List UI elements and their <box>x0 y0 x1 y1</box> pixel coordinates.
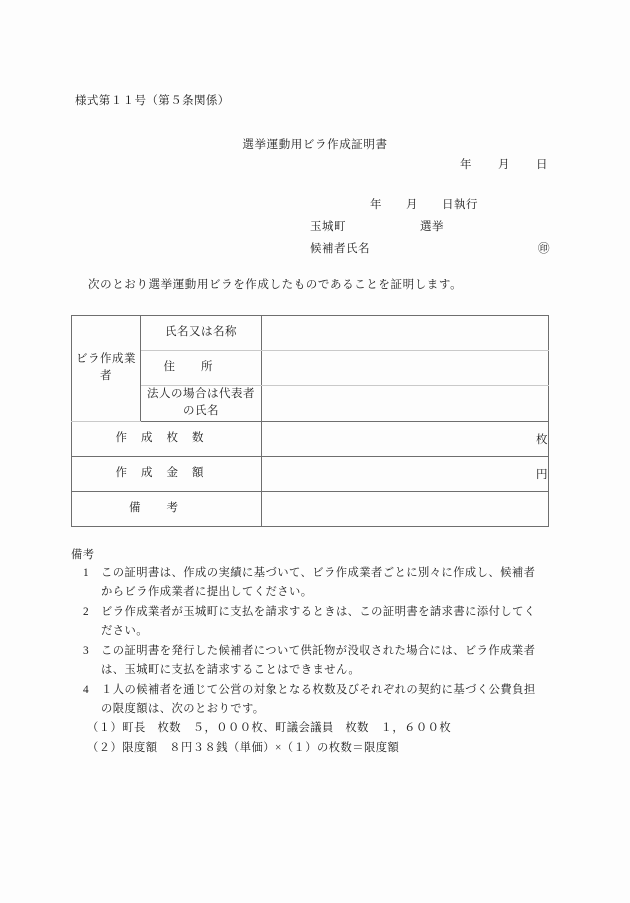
seal-icon: ㊞ <box>538 243 550 255</box>
row-label-quantity-text: 作成枚数 <box>115 431 218 444</box>
row-value-name[interactable] <box>262 316 549 351</box>
note-number: 4 <box>82 683 90 696</box>
note-number: 2 <box>82 605 90 618</box>
row-label-name <box>141 316 262 351</box>
note-line: ビラ作成業者が玉城町に支払を請求するときは、この証明書を請求書に添付してく <box>101 605 536 618</box>
note-body <box>101 681 571 720</box>
note-number: 3 <box>82 644 90 657</box>
row-value-remarks[interactable] <box>262 491 549 526</box>
certification-statement: 次のとおり選挙運動用ビラを作成したものであることを証明します。 <box>88 279 463 291</box>
note-body <box>101 564 571 603</box>
group-label-cell <box>72 316 141 422</box>
note-line: の限度額は、次のとおりです。 <box>101 703 265 716</box>
execution-date-line <box>370 196 478 212</box>
note-line: １人の候補者を通じて公営の対象となる枚数及びそれぞれの契約に基づく公費負担 <box>101 683 536 696</box>
note-line: この証明書は、作成の実績に基づいて、ビラ作成業者ごとに別々に作成し、候補者 <box>101 567 536 580</box>
table-row <box>72 351 549 386</box>
note-line: この証明書を発行した候補者について供託物が没収された場合には、ビラ作成業者 <box>101 644 536 657</box>
date-year-label: 年 <box>460 159 472 171</box>
note-line: ださい。 <box>101 625 148 638</box>
note-line: からビラ作成業者に提出してください。 <box>101 586 313 599</box>
note-number: 1 <box>82 567 90 580</box>
row-label-corp-rep <box>141 386 262 422</box>
row-value-address[interactable] <box>262 351 549 386</box>
note-line: は、玉城町に支払を請求することはできません。 <box>101 664 361 677</box>
note-item <box>71 603 571 642</box>
group-label-text: ビラ作成業者 <box>76 353 136 383</box>
row-value-amount[interactable] <box>262 456 549 491</box>
unit-sheets-label: 枚 <box>536 433 548 446</box>
candidate-name-label: 候補者氏名 <box>310 243 370 255</box>
bill-creation-table <box>71 315 549 527</box>
note-item <box>71 642 571 681</box>
candidate-name-line <box>310 240 550 256</box>
page-title: 選挙運動用ビラ作成証明書 <box>242 139 388 151</box>
date-month-label: 月 <box>498 159 510 171</box>
notes-heading: 備考 <box>71 549 95 561</box>
note-body <box>101 603 571 642</box>
row-label-address-text: 住所 <box>163 361 239 374</box>
row-label-remarks-text: 備考 <box>129 501 204 514</box>
table-row <box>72 386 549 422</box>
table-row <box>72 456 549 491</box>
row-label-amount <box>72 456 262 491</box>
exec-month-label: 月 <box>406 199 418 211</box>
row-label-amount-text: 作成金額 <box>115 466 218 479</box>
unit-yen-label: 円 <box>536 468 548 481</box>
note-body <box>101 642 571 681</box>
exec-day-label: 日執行 <box>442 199 478 211</box>
row-label-corp-rep-line2: の氏名 <box>183 405 219 418</box>
form-number: 様式第１１号（第５条関係） <box>75 95 230 107</box>
table-row <box>72 491 549 526</box>
election-label: 選挙 <box>420 221 444 233</box>
row-value-corp-rep[interactable] <box>262 386 549 422</box>
date-line-blank <box>460 156 548 172</box>
note-item <box>71 681 571 720</box>
table-row <box>72 421 549 456</box>
note-sub-item: （２）限度額 ８円３８銭（単価）×（１）の枚数＝限度額 <box>87 741 400 754</box>
note-sub-item: （１）町長 枚数 ５，０００枚、町議会議員 枚数 １，６００枚 <box>87 722 452 735</box>
town-election-line <box>310 218 550 234</box>
exec-year-label: 年 <box>370 199 382 211</box>
row-label-corp-rep-line1: 法人の場合は代表者 <box>147 388 255 400</box>
row-value-quantity[interactable] <box>262 421 549 456</box>
row-label-address <box>141 351 262 386</box>
row-label-quantity <box>72 421 262 456</box>
date-day-label: 日 <box>536 159 548 171</box>
notes-section <box>71 546 571 758</box>
town-name: 玉城町 <box>310 221 346 233</box>
row-label-remarks <box>72 491 262 526</box>
table-row <box>72 316 549 351</box>
note-item <box>71 564 571 603</box>
row-label-name-text: 氏名又は名称 <box>165 326 237 339</box>
